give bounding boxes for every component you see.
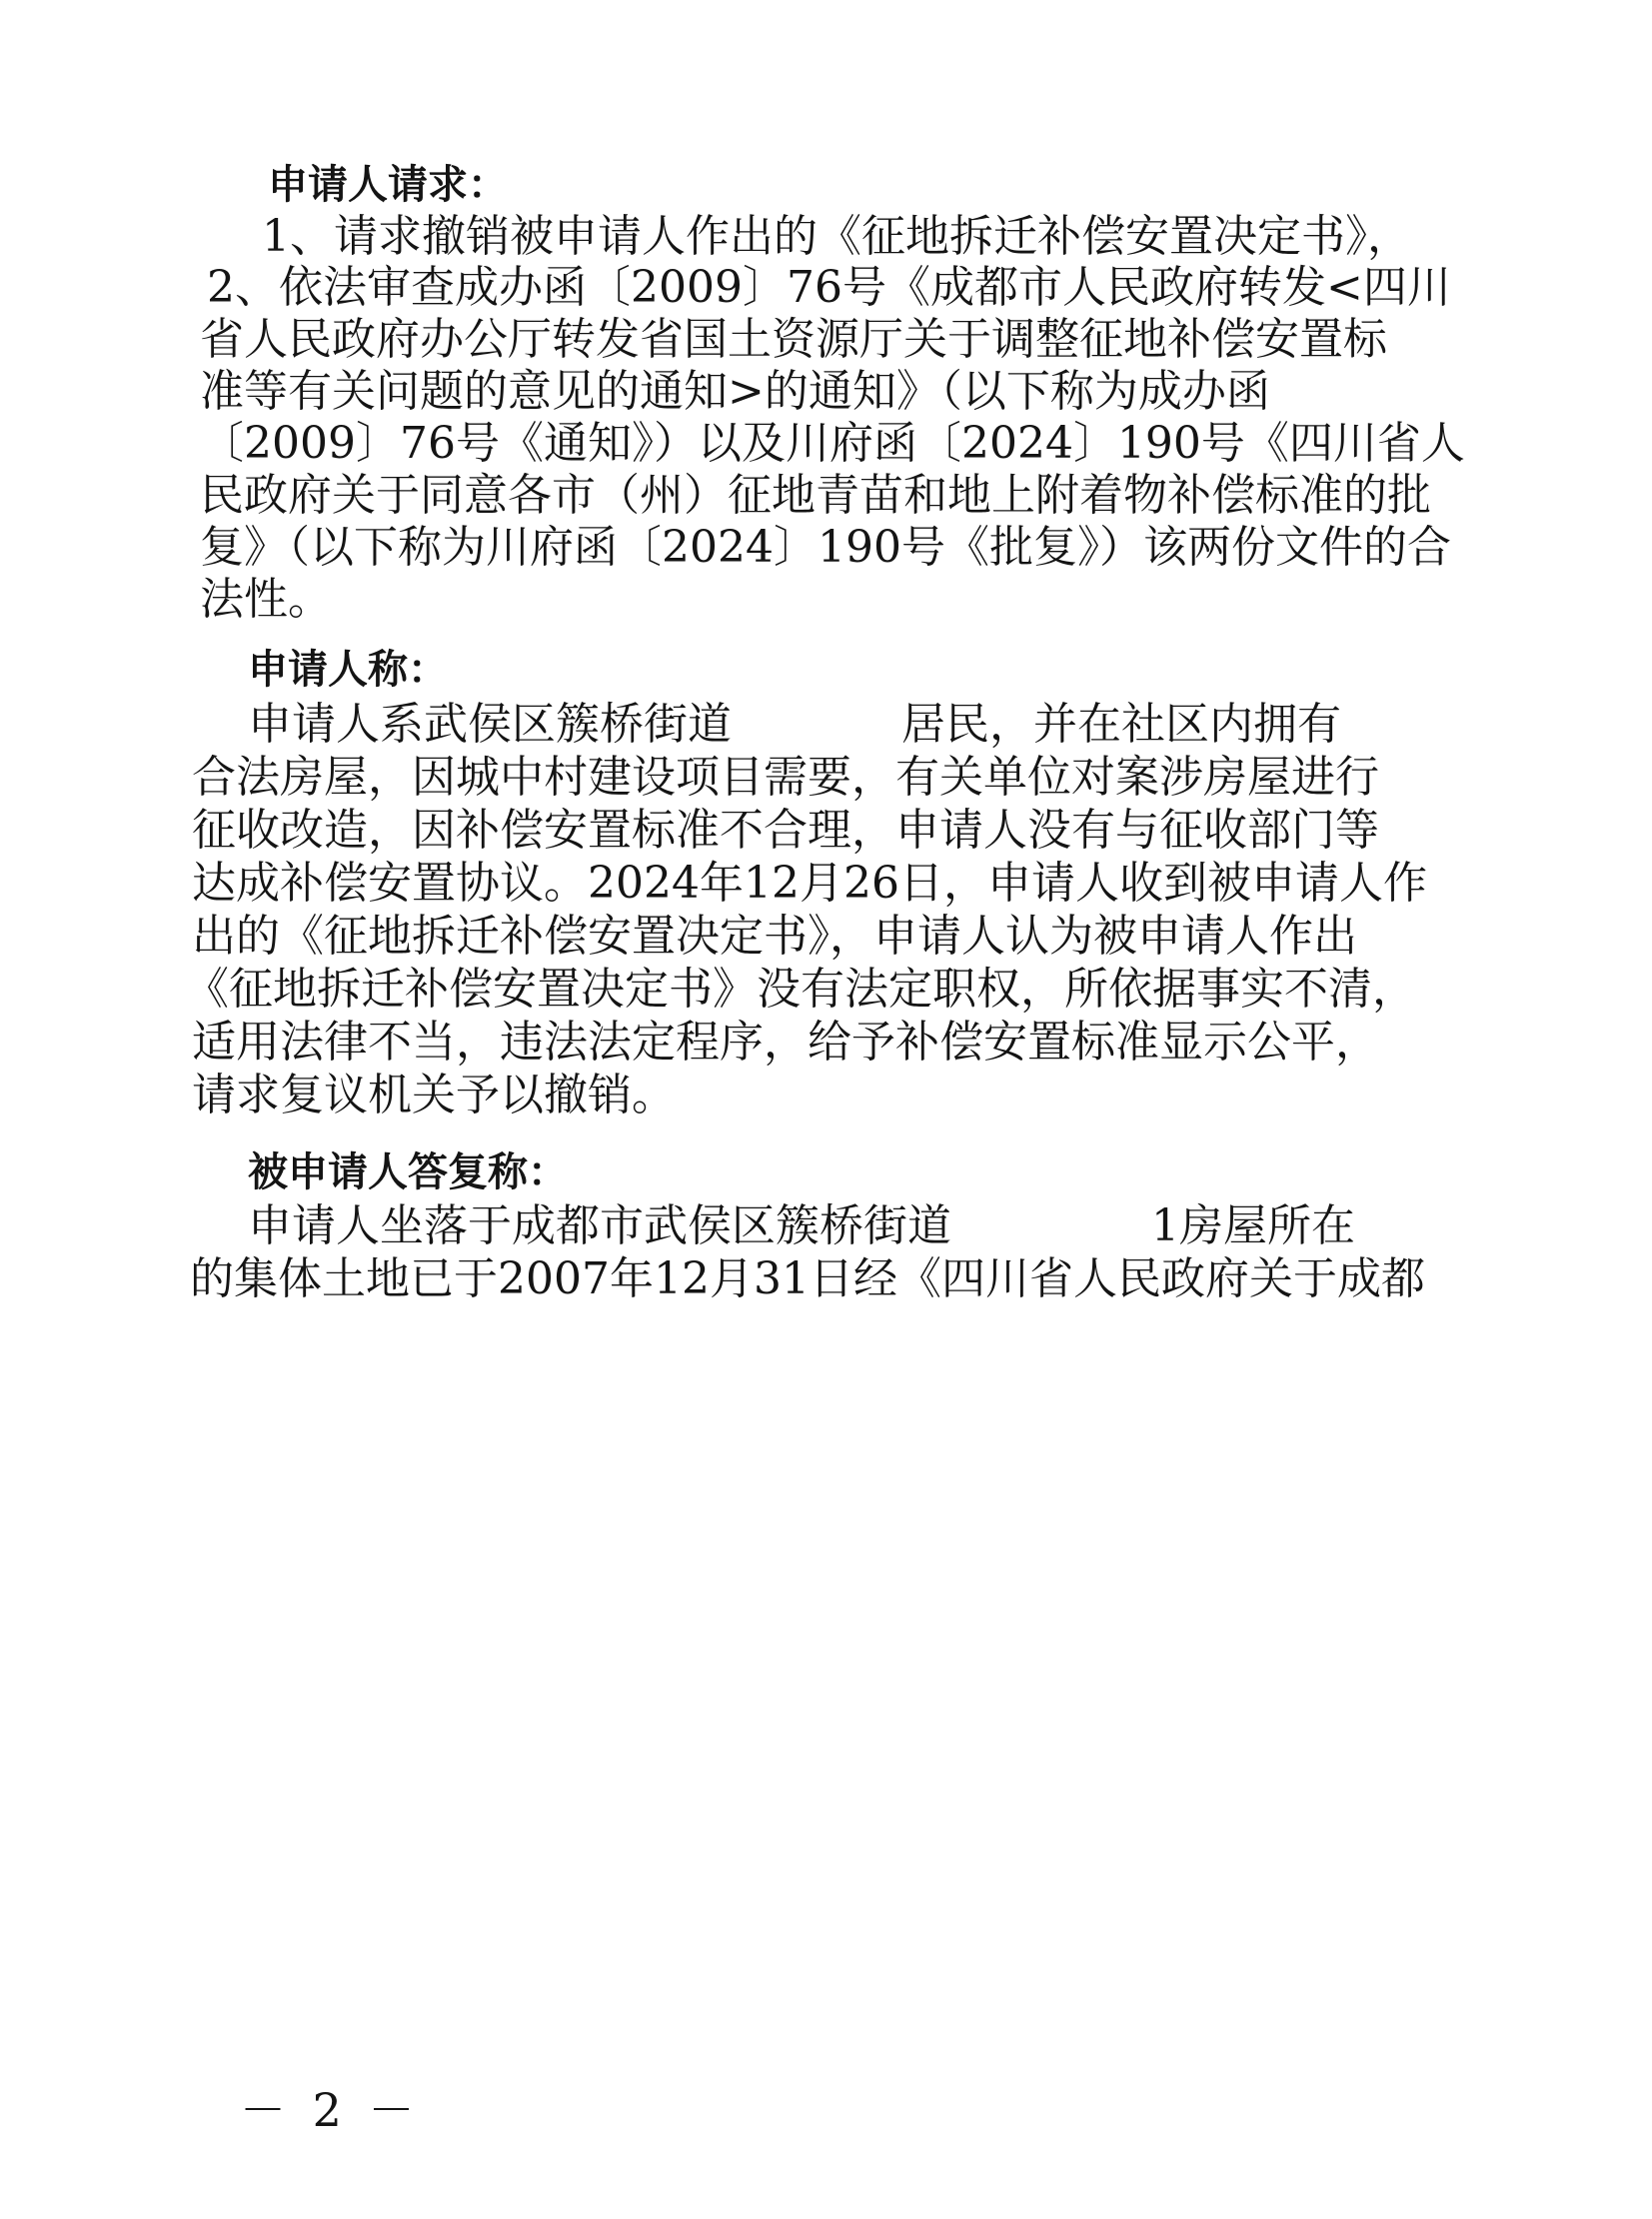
request-heading: 申请人请求：	[268, 162, 508, 208]
reply-line-1-start: 申请人坐落于成都市武侯区簇桥街道	[248, 1200, 951, 1251]
reply-heading: 被申请人答复称：	[248, 1149, 568, 1195]
request-item-2-line: 2、依法审查成办函〔2009〕76号《成都市人民政府转发<四川	[207, 262, 1451, 313]
reply-line-2: 的集体土地已于2007年12月31日经《四川省人民政府关于成都	[190, 1253, 1425, 1304]
claims-heading: 申请人称：	[248, 647, 448, 693]
claims-line: 合法房屋，因城中村建设项目需要，有关单位对案涉房屋进行	[192, 752, 1379, 803]
request-item-1: 1、请求撤销被申请人作出的《征地拆迁补偿安置决定书》，	[262, 211, 1411, 262]
request-item-2-line: 民政府关于同意各市（州）征地青苗和地上附着物补偿标准的批	[200, 470, 1431, 521]
claims-line-1	[248, 695, 1341, 755]
reply-line-1	[248, 1196, 1355, 1256]
claims-line: 出的《征地拆迁补偿安置决定书》，申请人认为被申请人作出	[192, 911, 1357, 962]
claims-line: 适用法律不当，违法法定程序，给予补偿安置标准显示公平，	[192, 1017, 1379, 1068]
claims-line: 《征地拆迁补偿安置决定书》没有法定职权，所依据事实不清，	[185, 964, 1416, 1015]
reply-line-1-end: 1房屋所在	[1151, 1200, 1355, 1251]
claims-line-1-start: 申请人系武侯区簇桥街道	[248, 699, 732, 750]
redacted-address	[732, 708, 901, 748]
claims-line: 达成补偿安置协议。2024年12月26日，申请人收到被申请人作	[192, 858, 1427, 909]
claims-line-1-end: 居民，并在社区内拥有	[901, 699, 1341, 750]
request-item-2-line: 复》（以下称为川府函〔2024〕190号《批复》）该两份文件的合	[200, 522, 1451, 573]
request-item-2-line: 准等有关问题的意见的通知>的通知》（以下称为成办函	[200, 366, 1270, 417]
redacted-address	[951, 1209, 1151, 1249]
claims-line: 征收改造，因补偿安置标准不合理，申请人没有与征收部门等	[192, 805, 1379, 856]
request-item-2-line: 法性。	[200, 574, 332, 625]
claims-line: 请求复议机关予以撤销。	[192, 1070, 676, 1120]
page-number: － 2 －	[240, 2083, 421, 2137]
request-item-2-line: 省人民政府办公厅转发省国土资源厅关于调整征地补偿安置标	[200, 314, 1387, 365]
request-item-2-line: 〔2009〕76号《通知》）以及川府函〔2024〕190号《四川省人	[200, 418, 1465, 469]
